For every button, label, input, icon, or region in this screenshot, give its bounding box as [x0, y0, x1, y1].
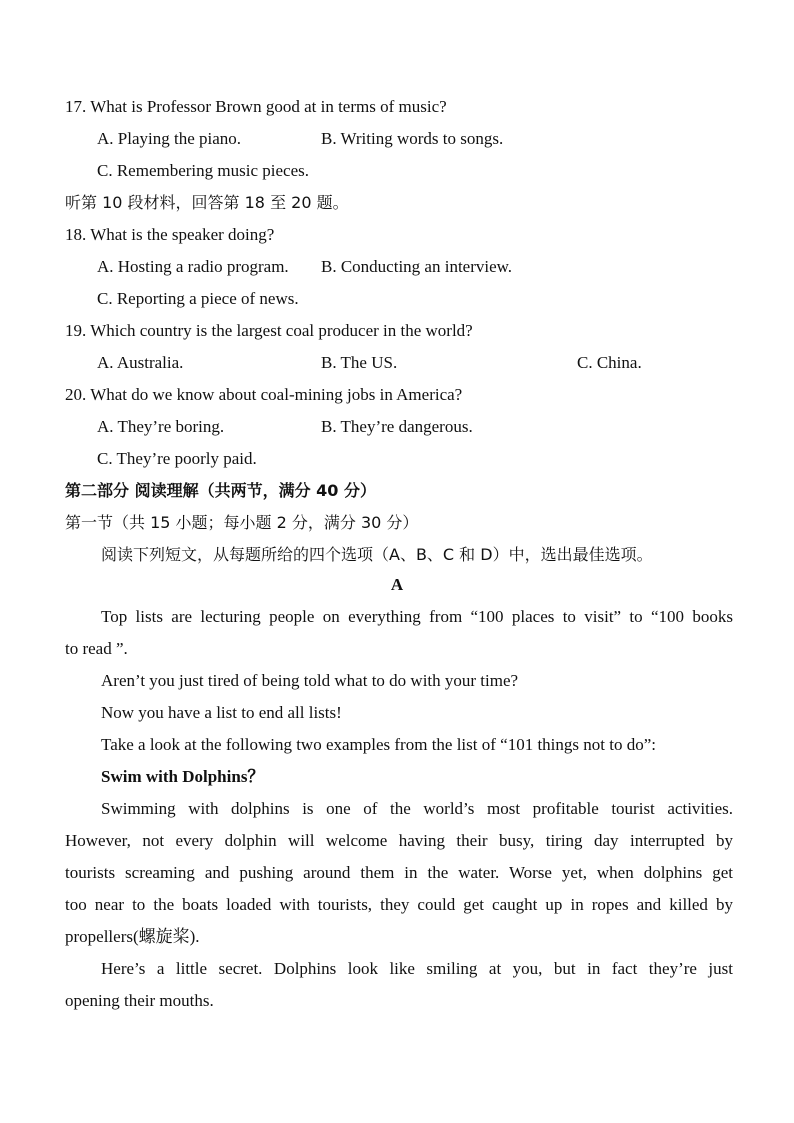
question-18: 18. What is the speaker doing?: [65, 225, 275, 244]
passage-line: Swimming with dolphins is one of the world’s most profitable tourist activities.: [101, 799, 733, 818]
passage-line: too near to the boats loaded with tourists, they could get caught up in ropes and killed by: [65, 895, 733, 914]
passage-label: A: [390, 575, 404, 594]
q18-option-a: A. Hosting a radio program.: [97, 257, 289, 276]
passage-line: tourists screaming and pushing around them in the water. Worse yet, when dolphins get: [65, 863, 733, 882]
passage-line: However, not every dolphin will welcome having their busy, tiring day interrupted by: [65, 831, 733, 850]
part-two-heading: 第二部分 阅读理解（共两节，满分 40 分）: [65, 481, 376, 500]
passage-line: Take a look at the following two examples from the list of “101 things not to do”:: [101, 735, 656, 754]
passage-subheading: Swim with Dolphins？: [101, 767, 265, 786]
passage-line: Here’s a little secret. Dolphins look like smiling at you, but in fact they’re just: [101, 959, 733, 978]
q20-option-b: B. They’re dangerous.: [321, 417, 473, 436]
passage-line: propellers(螺旋桨).: [65, 927, 200, 946]
passage-line: opening their mouths.: [65, 991, 214, 1010]
passage-line: to read ”.: [65, 639, 128, 658]
q17-option-c: C. Remembering music pieces.: [97, 161, 309, 180]
reading-instruction: 阅读下列短文，从每题所给的四个选项（A、B、C 和 D）中，选出最佳选项。: [101, 545, 653, 564]
q17-option-b: B. Writing words to songs.: [321, 129, 504, 148]
q18-option-b: B. Conducting an interview.: [321, 257, 513, 276]
question-17: 17. What is Professor Brown good at in terms of music?: [65, 97, 447, 116]
q19-option-b: B. The US.: [321, 353, 398, 372]
q17-option-a: A. Playing the piano.: [97, 129, 242, 148]
q18-option-c: C. Reporting a piece of news.: [97, 289, 299, 308]
passage-line: Top lists are lecturing people on everything from “100 places to visit” to “100 books: [101, 607, 733, 626]
q20-option-a: A. They’re boring.: [97, 417, 225, 436]
listening-instruction: 听第 10 段材料，回答第 18 至 20 题。: [65, 193, 349, 212]
passage-line: Now you have a list to end all lists!: [101, 703, 342, 722]
section-one-heading: 第一节（共 15 小题；每小题 2 分，满分 30 分）: [65, 513, 419, 532]
q19-option-c: C. China.: [577, 353, 642, 372]
q20-option-c: C. They’re poorly paid.: [97, 449, 257, 468]
question-20: 20. What do we know about coal-mining jobs in America?: [65, 385, 463, 404]
question-19: 19. Which country is the largest coal producer in the world?: [65, 321, 473, 340]
q19-option-a: A. Australia.: [97, 353, 184, 372]
passage-line: Aren’t you just tired of being told what to do with your time?: [101, 671, 519, 690]
